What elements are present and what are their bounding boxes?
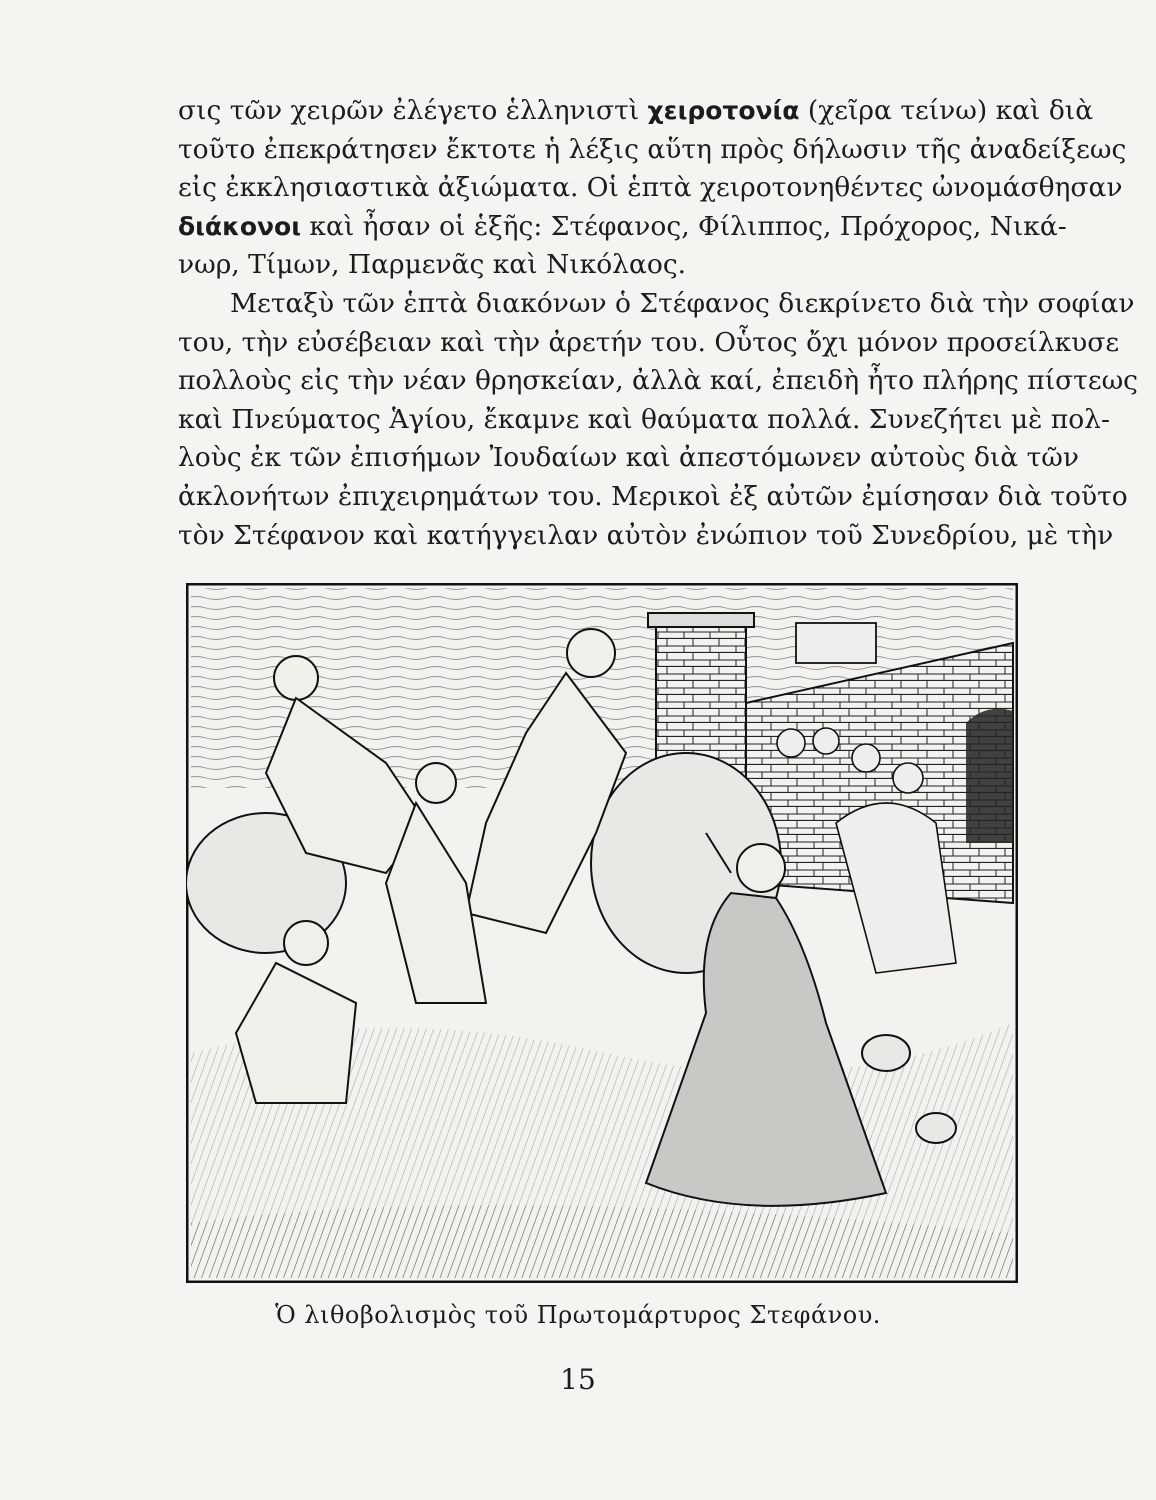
text-span: σις τῶν χειρῶν ἐλέγετο ἑλληνιστὶ	[178, 95, 648, 126]
text-line: νωρ, Τίμων, Παρμενᾶς καὶ Νικόλαος.	[178, 249, 687, 281]
text-line: ἀκλονήτων ἐπιχειρημάτων του. Μερικοὶ ἐξ αὐτῶν ἐμίσησαν διὰ τοῦτο	[178, 480, 1128, 512]
text-span: καὶ ἦσαν οἱ ἑξῆς: Στέφανος, Φίλιππος, Πρόχορος, Νικά-	[300, 210, 1067, 242]
bold-term-cheirotonia: χειροτονία	[647, 96, 800, 125]
paragraph-2	[178, 285, 1139, 555]
text-line: του, τὴν εὐσέβειαν καὶ τὴν ἀρετήν του. Οὗτος ὄχι μόνον προσείλκυσε	[178, 326, 1120, 358]
stoning-engraving	[186, 583, 1018, 1283]
text-line: τὸν Στέφανον καὶ κατήγγειλαν αὐτὸν ἐνώπιον τοῦ Συνεδρίου, μὲ τὴν	[178, 519, 1114, 551]
body-text	[178, 92, 1139, 555]
text-line: λοὺς ἐκ τῶν ἐπισήμων Ἰουδαίων καὶ ἀπεστόμωνεν αὐτοὺς διὰ τῶν	[178, 442, 1079, 474]
figure-caption: Ὁ λιθοβολισμὸς τοῦ Πρωτομάρτυρος Στεφάνου.	[275, 1301, 881, 1329]
text-span: (χεῖρα τείνω) καὶ διὰ	[799, 95, 1094, 126]
text-line: καὶ Πνεύματος Ἁγίου, ἔκαμνε καὶ θαύματα πολλά. Συνεζήτει μὲ πολ-	[178, 403, 1110, 435]
text-line	[178, 208, 1067, 247]
text-line: τοῦτο ἐπεκράτησεν ἔκτοτε ἡ λέξις αὕτη πρὸς δήλωσιν τῆς ἀναδείξεως	[178, 133, 1127, 165]
text-line: εἰς ἐκκλησιαστικὰ ἀξιώματα. Οἱ ἑπτὰ χειροτονηθέντες ὠνομάσθησαν	[178, 172, 1123, 204]
text-line: πολλοὺς εἰς τὴν νέαν θρησκείαν, ἀλλὰ καί, ἐπειδὴ ἦτο πλήρης πίστεως	[178, 365, 1139, 397]
page-number: 15	[560, 1363, 596, 1396]
bold-term-diakonoi: διάκονοι	[178, 211, 301, 241]
paragraph-1	[178, 92, 1127, 285]
text-line: Μεταξὺ τῶν ἑπτὰ διακόνων ὁ Στέφανος διεκρίνετο διὰ τὴν σοφίαν	[230, 287, 1135, 319]
engraving-illustration	[186, 583, 1018, 1283]
text-line	[178, 92, 1094, 131]
